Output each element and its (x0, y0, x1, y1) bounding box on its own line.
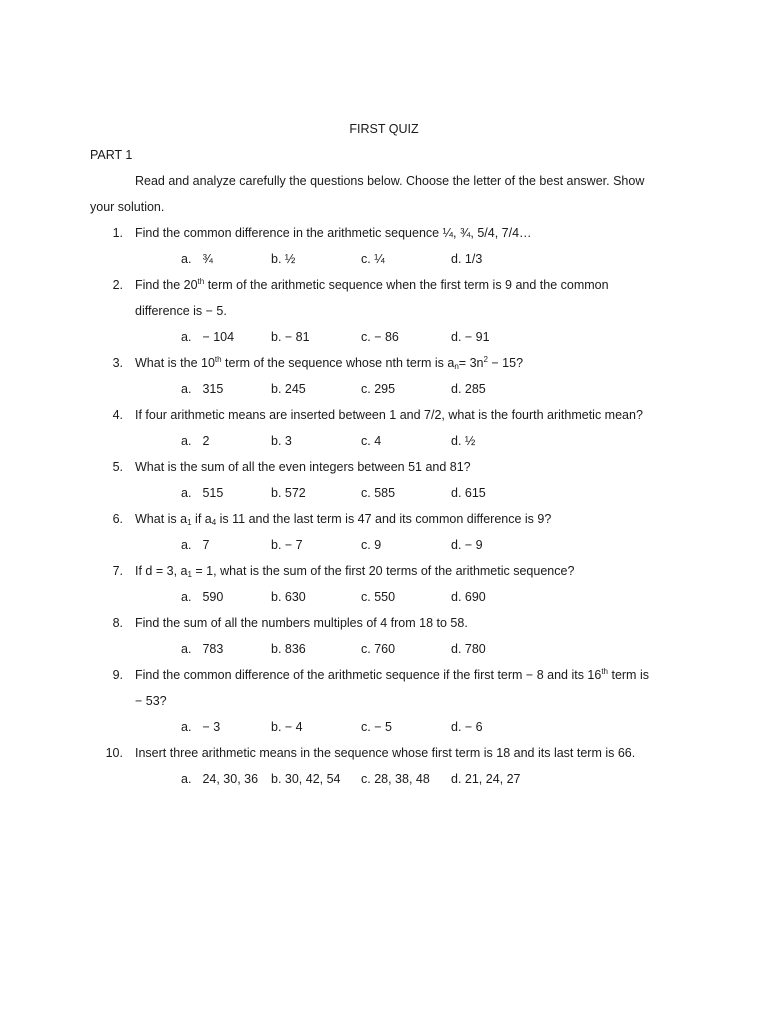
choice-a (181, 537, 209, 553)
choice-b: b. 572 (271, 486, 306, 500)
question-number: 3. (112, 356, 123, 370)
question-number: 10. (105, 746, 123, 760)
choice-letter: a. (181, 486, 192, 500)
choice-b: b. 30, 42, 54 (271, 772, 341, 786)
choice-d: d. 1/3 (451, 252, 483, 266)
page-title: FIRST QUIZ (349, 122, 419, 136)
question-number: 5. (112, 460, 123, 474)
choice-d: d. 21, 24, 27 (451, 772, 521, 786)
choice-d: d. 780 (451, 642, 486, 656)
question-text: What is the 10th term of the sequence whose nth term is $a_n= 3n^2 - 15$? (135, 355, 524, 371)
choice-d: d. − 6 (451, 720, 483, 734)
question-text: Find the common difference in the arithmetic sequence ¼, ¾, 5/4, 7/4… (135, 226, 532, 240)
choice-c: c. ¼ (361, 252, 385, 266)
choice-a (181, 641, 223, 657)
choice-a (181, 329, 234, 345)
choice-a (181, 589, 223, 605)
choice-d: d. − 91 (451, 330, 490, 344)
choice-d: d. 285 (451, 382, 486, 396)
question-number: 1. (112, 226, 123, 240)
instructions-line-2: your solution. (90, 200, 165, 214)
choice-value: 24, 30, 36 (202, 772, 259, 786)
part-heading: PART 1 (90, 148, 133, 162)
choice-value: 315 (202, 382, 224, 396)
choice-c: c. 28, 38, 48 (361, 772, 430, 786)
choice-a (181, 381, 223, 397)
question-text-continued: − 53? (135, 694, 167, 708)
choice-c: c. − 86 (361, 330, 399, 344)
choice-value: 2 (202, 434, 210, 448)
choice-c: c. 550 (361, 590, 396, 604)
choice-a (181, 251, 213, 267)
choice-value: 783 (202, 642, 224, 656)
choice-letter: a. (181, 590, 192, 604)
choice-b: b. − 81 (271, 330, 310, 344)
question-number: 8. (112, 616, 123, 630)
choice-letter: a. (181, 720, 192, 734)
choice-c: c. 585 (361, 486, 396, 500)
choice-value: 7 (202, 538, 210, 552)
choice-b: b. 245 (271, 382, 306, 396)
choice-letter: a. (181, 382, 192, 396)
choice-value: 515 (202, 486, 224, 500)
choice-d: d. − 9 (451, 538, 483, 552)
choice-letter: a. (181, 330, 192, 344)
choice-c: c. − 5 (361, 720, 392, 734)
choice-letter: a. (181, 772, 192, 786)
choice-b: b. ½ (271, 252, 296, 266)
choice-d: d. 615 (451, 486, 486, 500)
choice-value: 590 (202, 590, 224, 604)
choice-value: − 3 (202, 720, 221, 734)
question-text: What is the sum of all the even integers between 51 and 81? (135, 460, 471, 474)
question-text: If d = 3, $a_1 = 1$, what is the sum of the first 20 terms of the arithmetic sequence? (135, 564, 575, 579)
question-number: 7. (112, 564, 123, 578)
question-number: 9. (112, 668, 123, 682)
question-text: Find the common difference of the arithmetic sequence if the first term − 8 and its 16th term is (135, 667, 649, 682)
choice-a (181, 771, 258, 787)
choice-c: c. 295 (361, 382, 396, 396)
choice-letter: a. (181, 538, 192, 552)
instructions-line-1: Read and analyze carefully the questions below. Choose the letter of the best answer. Show (135, 174, 645, 188)
question-text: If four arithmetic means are inserted between 1 and 7/2, what is the fourth arithmetic mean? (135, 408, 643, 422)
question-number: 6. (112, 512, 123, 526)
choice-value: − 104 (202, 330, 235, 344)
question-text: Find the sum of all the numbers multiples of 4 from 18 to 58. (135, 616, 468, 630)
choice-letter: a. (181, 252, 192, 266)
question-text-continued: difference is − 5. (135, 304, 227, 318)
choice-d: d. ½ (451, 434, 476, 448)
choice-a (181, 485, 223, 501)
choice-b: b. − 4 (271, 720, 303, 734)
choice-b: b. 3 (271, 434, 292, 448)
choice-c: c. 760 (361, 642, 396, 656)
choice-b: b. 630 (271, 590, 306, 604)
question-text: Find the 20th term of the arithmetic sequence when the first term is 9 and the common (135, 277, 609, 292)
choice-a (181, 433, 209, 449)
question-number: 4. (112, 408, 123, 422)
choice-value: ¾ (202, 252, 213, 266)
choice-b: b. 836 (271, 642, 306, 656)
question-text: Insert three arithmetic means in the sequence whose first term is 18 and its last term is 66. (135, 746, 636, 760)
choice-c: c. 9 (361, 538, 382, 552)
choice-d: d. 690 (451, 590, 486, 604)
choice-letter: a. (181, 434, 192, 448)
choice-letter: a. (181, 642, 192, 656)
choice-c: c. 4 (361, 434, 382, 448)
question-text: What is $a_1$ if $a_4$ is 11 and the last term is 47 and its common difference is 9? (135, 512, 552, 527)
choice-b: b. − 7 (271, 538, 303, 552)
choice-a (181, 719, 220, 735)
question-number: 2. (112, 278, 123, 292)
